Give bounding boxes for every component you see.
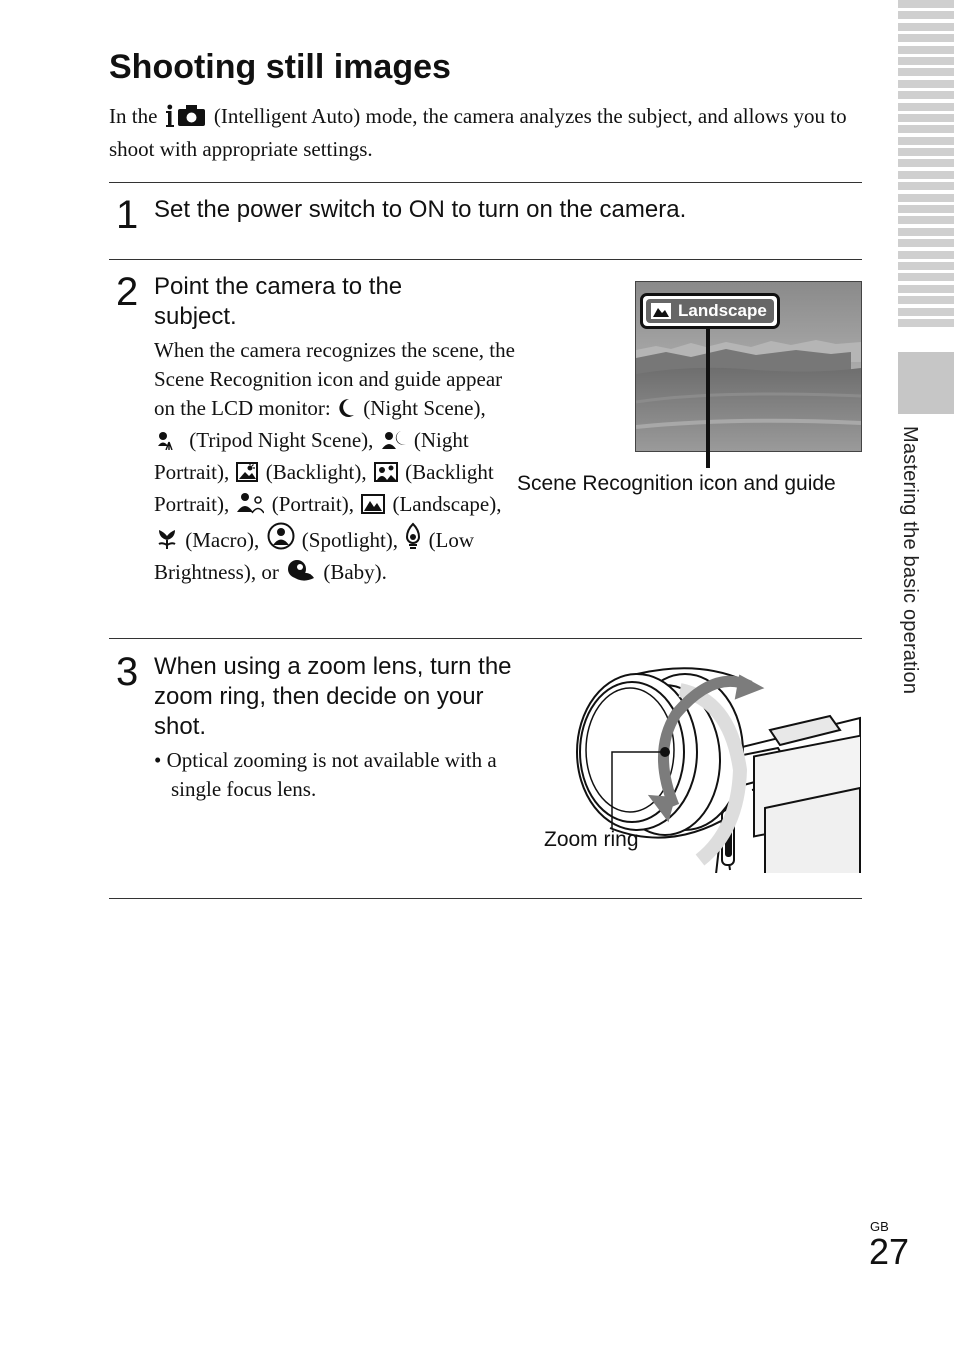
step-2-body <box>154 336 519 590</box>
low-brightness-icon <box>405 522 421 558</box>
portrait-icon <box>236 492 264 522</box>
step-3-bullet-text: Optical zooming is not available with a single focus lens. <box>166 748 497 801</box>
step-2-text-10: (Spotlight), <box>296 528 404 552</box>
intro-text-2: (Intelligent Auto) mode, the camera analyzes the subject, and allows you to shoot with appropriate settings. <box>109 104 847 161</box>
intro-text-1: In the <box>109 104 163 128</box>
step-2-text-3: (Tripod Night Scene), <box>184 428 379 452</box>
step-1-number: 1 <box>116 193 139 237</box>
intelligent-auto-icon <box>166 103 206 135</box>
step-2-text-7: (Portrait), <box>266 492 360 516</box>
step-2-text-12: (Baby). <box>318 560 387 584</box>
section-tab-label: Mastering the basic operation <box>899 426 921 695</box>
rule-step3 <box>109 638 862 639</box>
step-2-text-1: When the camera recognizes the scene, the Scene Recognition icon and guide appear on the LCD monitor: <box>154 338 515 420</box>
callout-line <box>706 327 710 468</box>
baby-icon <box>286 558 316 590</box>
tripod-night-scene-icon <box>156 429 182 458</box>
landscape-icon <box>361 493 385 522</box>
step-3-number: 3 <box>116 650 139 694</box>
region-code: GB <box>870 1219 889 1234</box>
scene-recognition-badge <box>640 293 780 329</box>
page-title: Shooting still images <box>109 48 451 86</box>
step-2-text-6: (Backlight Portrait), <box>154 460 494 516</box>
step-2-heading: Point the camera to the subject. <box>154 273 403 330</box>
spotlight-icon <box>267 522 295 558</box>
step-3-bullet: • Optical zooming is not available with a single focus lens. <box>154 748 497 801</box>
step-2-text-5: (Backlight), <box>260 460 372 484</box>
landscape-badge-icon <box>650 302 672 320</box>
step-2-text-4: (Night Portrait), <box>154 428 469 484</box>
night-scene-icon <box>338 397 356 426</box>
step-2-text-8: (Landscape), <box>387 492 502 516</box>
step-1-heading: Set the power switch to ON to turn on the camera. <box>154 196 687 223</box>
index-tab-active <box>898 352 954 414</box>
scene-badge-label: Landscape <box>678 301 767 320</box>
backlight-portrait-icon <box>374 461 398 490</box>
rule-bottom <box>109 898 862 899</box>
step-2-text-2: (Night Scene), <box>358 396 486 420</box>
step-2-number: 2 <box>116 270 139 314</box>
scene-recognition-caption: Scene Recognition icon and guide <box>517 472 836 495</box>
index-tab-stripes <box>898 0 954 340</box>
rule-step2 <box>109 259 862 260</box>
step-3-heading: When using a zoom lens, turn the zoom ring, then decide on your shot. <box>154 653 512 740</box>
rule-top <box>109 182 862 183</box>
macro-icon <box>156 528 178 558</box>
night-portrait-icon <box>381 429 407 458</box>
lcd-monitor-image <box>635 281 862 452</box>
backlight-icon <box>236 461 258 490</box>
page-number: 27 <box>869 1231 910 1272</box>
intro-paragraph <box>109 102 849 164</box>
zoom-ring-caption: Zoom ring <box>544 828 639 851</box>
step-2-text-9: (Macro), <box>180 528 265 552</box>
step-2-text-11: (Low Brightness), or <box>154 528 475 584</box>
